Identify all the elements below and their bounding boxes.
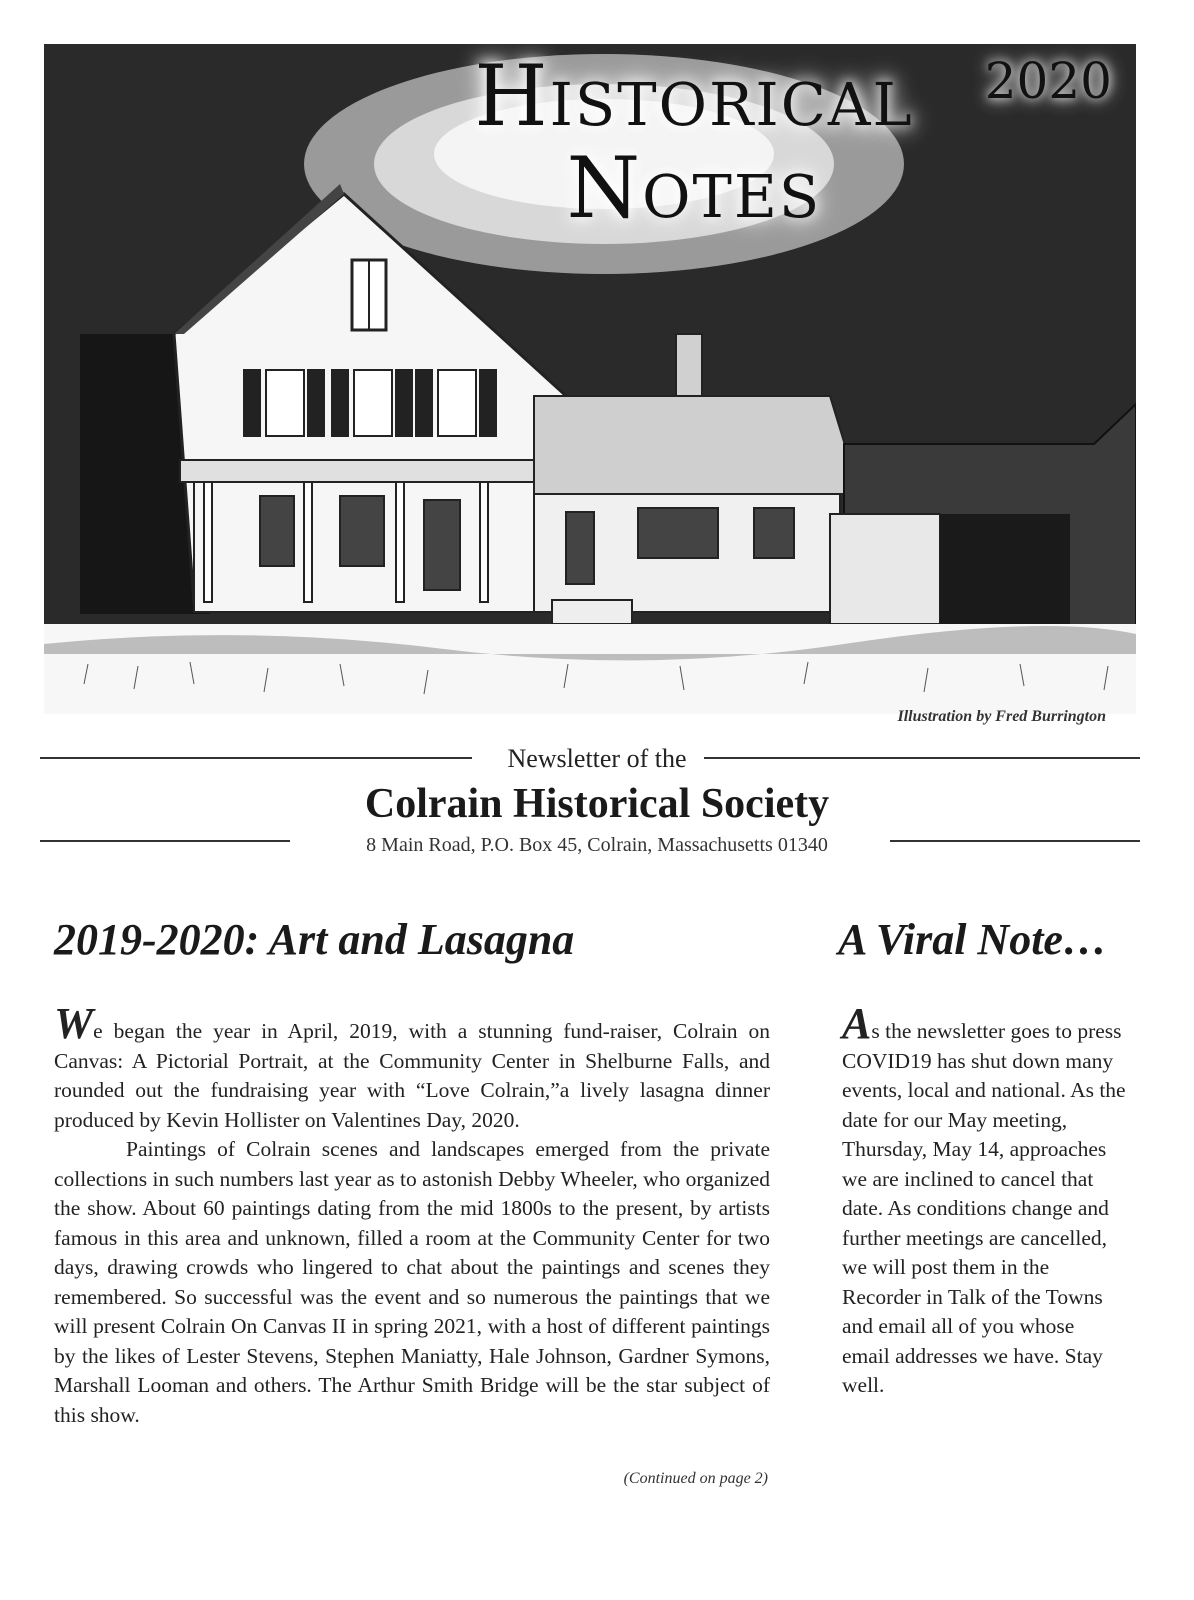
main-article-body — [54, 999, 770, 1430]
main-article-paragraph-1-text: e began the year in April, 2019, with a stunning fund-raiser, Colrain on Canvas: A Pictorial Portrait, at the Community Center in Shelburne Falls, and rounded out the fundraising year with “Love Colrain,”a lively lasagna dinner produced by Kevin Hollister on Valentines Day, 2020. — [54, 1019, 770, 1132]
society-name: Colrain Historical Society — [364, 781, 830, 827]
sidebar-article-body — [842, 999, 1126, 1401]
newsletter-of-label: Newsletter of the — [507, 744, 687, 773]
title-line-historical: Historical — [474, 47, 914, 145]
continued-note: (Continued on page 2) — [623, 1470, 768, 1487]
sidebar-article-drop-cap: A — [842, 999, 872, 1048]
title-line-notes: Notes — [566, 139, 822, 237]
main-article-paragraph-1 — [54, 999, 770, 1135]
sidebar-article-paragraph — [842, 999, 1126, 1401]
main-article-headline: 2019-2020: Art and Lasagna — [54, 915, 575, 964]
newsletter-title — [374, 47, 1014, 237]
main-article-paragraph-2: Paintings of Colrain scenes and landscapes emerged from the private collections in such numbers last year as to astonish Debby Wheeler, who organized the show. About 60 paintings dating from the mid 1800s to the present, by artists famous in this area and unknown, filled a room at the Community Center for two days, drawing crowds who lingered to chat about the paintings and scenes they remembered. So successful was the event and so numerous the paintings that we will present Colrain On Canvas II in spring 2021, with a host of different paintings by the likes of Lester Stevens, Stephen Maniatty, Hale Johnson, Gardner Symons, Marshall Looman and others. The Arthur Smith Bridge will be the star subject of this show. — [54, 1137, 770, 1427]
masthead-illustration — [44, 44, 1136, 714]
main-article-drop-cap: W — [54, 999, 94, 1048]
society-address: 8 Main Road, P.O. Box 45, Colrain, Massachusetts 01340 — [366, 834, 828, 856]
issue-year: 2020 — [984, 52, 1112, 110]
sidebar-article-headline: A Viral Note… — [838, 915, 1107, 964]
sidebar-article-text: s the newsletter goes to press COVID19 has shut down many events, local and national. As the date for our May meeting, Thursday, May 14, approaches we are inclined to cancel that date. As conditions change and further meetings are cancelled, we will post them in the Recorder in Talk of the Towns and email all of you whose email addresses we have. Stay well. — [842, 1019, 1126, 1397]
illustration-credit: Illustration by Fred Burrington — [897, 708, 1106, 725]
